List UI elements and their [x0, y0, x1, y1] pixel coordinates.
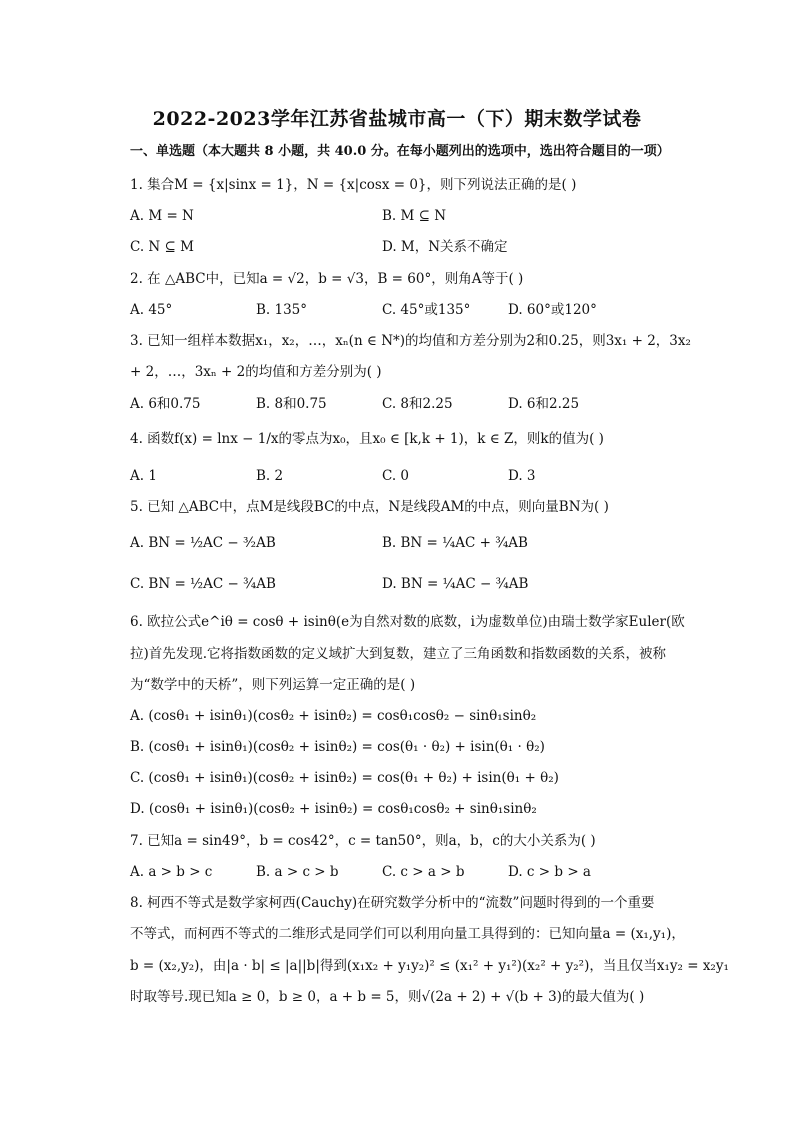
question-4-option-a: A. 1 [130, 468, 157, 484]
question-5-option-c: C. BN = ½AC − ¾AB [130, 576, 276, 592]
question-4-option-c: C. 0 [382, 468, 410, 484]
question-3-option-c: C. 8和2.25 [382, 396, 453, 412]
question-6-stem-line-3: 为“数学中的天桥”，则下列运算一定正确的是( ) [130, 677, 416, 693]
question-4-option-b: B. 2 [256, 468, 284, 484]
question-4-option-d: D. 3 [508, 468, 536, 484]
question-7-option-d: D. c > b > a [508, 864, 591, 880]
question-1-option-a: A. M = N [130, 208, 194, 224]
question-6-option-d: D. (cosθ₁ + isinθ₁)(cosθ₂ + isinθ₂) = cosθ₁cosθ₂ + sinθ₁sinθ₂ [130, 801, 537, 817]
question-7-stem: 7. 已知a = sin49°，b = cos42°，c = tan50°，则a，b，c的大小关系为( ) [130, 833, 596, 849]
question-3-option-b: B. 8和0.75 [256, 396, 327, 412]
question-3-stem-line-1: 3. 已知一组样本数据x₁，x₂，…，xₙ(n ∈ N*)的均值和方差分别为2和0.25，则3x₁ + 2，3x₂ [130, 333, 691, 349]
question-5-option-a: A. BN = ½AC − ³⁄₂AB [130, 535, 276, 551]
question-5-option-b: B. BN = ¼AC + ¾AB [382, 535, 528, 551]
question-6-stem-line-1: 6. 欧拉公式e^iθ = cosθ + isinθ(e为自然对数的底数，i为虚数单位)由瑞士数学家Euler(欧 [130, 614, 685, 630]
question-8-stem-line-1: 8. 柯西不等式是数学家柯西(Cauchy)在研究数学分析中的“流数”问题时得到的一个重要 [130, 895, 655, 911]
question-6-option-a: A. (cosθ₁ + isinθ₁)(cosθ₂ + isinθ₂) = cosθ₁cosθ₂ − sinθ₁sinθ₂ [130, 708, 537, 724]
question-2-option-b: B. 135° [256, 302, 308, 318]
page-title: 2022-2023学年江苏省盐城市高一（下）期末数学试卷 [152, 108, 642, 130]
question-3-option-d: D. 6和2.25 [508, 396, 580, 412]
question-7-option-b: B. a > c > b [256, 864, 339, 880]
question-1-stem: 1. 集合M = {x|sinx = 1}，N = {x|cosx = 0}，则下列说法正确的是( ) [130, 177, 577, 193]
question-1-option-d: D. M，N关系不确定 [382, 239, 508, 255]
question-2-option-d: D. 60°或120° [508, 302, 597, 318]
question-7-option-a: A. a > b > c [130, 864, 213, 880]
question-4-stem: 4. 函数f(x) = lnx − 1/x的零点为x₀，且x₀ ∈ [k,k + 1)，k ∈ Z，则k的值为( ) [130, 431, 604, 447]
question-3-stem-line-2: + 2，…，3xₙ + 2的均值和方差分别为( ) [130, 364, 382, 380]
question-5-option-d: D. BN = ¼AC − ¾AB [382, 576, 529, 592]
question-8-stem-line-2: 不等式，而柯西不等式的二维形式是同学们可以利用向量工具得到的：已知向量a = (x₁,y₁)， [130, 926, 685, 942]
section-heading: 一、单选题（本大题共 8 小题，共 40.0 分。在每小题列出的选项中，选出符合题目的一项） [130, 144, 670, 159]
question-6-option-b: B. (cosθ₁ + isinθ₁)(cosθ₂ + isinθ₂) = cos(θ₁ · θ₂) + isin(θ₁ · θ₂) [130, 739, 545, 755]
question-3-option-a: A. 6和0.75 [130, 396, 201, 412]
question-2-option-c: C. 45°或135° [382, 302, 471, 318]
question-1-option-c: C. N ⊆ M [130, 239, 194, 255]
question-5-stem: 5. 已知 △ABC中，点M是线段BC的中点，N是线段AM的中点，则向量BN为( ) [130, 499, 609, 515]
question-8-stem-line-4: 时取等号.现已知a ≥ 0，b ≥ 0，a + b = 5，则√(2a + 2) + √(b + 3)的最大值为( ) [130, 989, 645, 1005]
question-2-option-a: A. 45° [130, 302, 173, 318]
question-2-stem: 2. 在 △ABC中，已知a = √2，b = √3，B = 60°，则角A等于( ) [130, 271, 524, 287]
question-8-stem-line-3: b = (x₂,y₂)，由|a · b| ≤ |a||b|得到(x₁x₂ + y₁y₂)² ≤ (x₁² + y₁²)(x₂² + y₂²)，当且仅当x₁y₂ = x₂y₁ [130, 958, 729, 974]
question-7-option-c: C. c > a > b [382, 864, 465, 880]
question-6-option-c: C. (cosθ₁ + isinθ₁)(cosθ₂ + isinθ₂) = cos(θ₁ + θ₂) + isin(θ₁ + θ₂) [130, 770, 559, 786]
question-6-stem-line-2: 拉)首先发现.它将指数函数的定义域扩大到复数，建立了三角函数和指数函数的关系，被称 [130, 646, 667, 662]
question-1-option-b: B. M ⊆ N [382, 208, 447, 224]
